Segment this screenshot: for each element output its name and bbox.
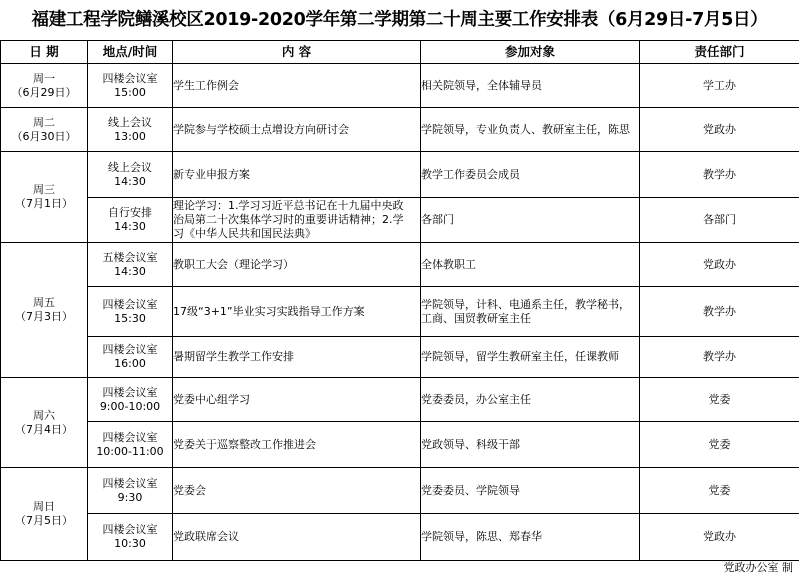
participants-cell xyxy=(421,337,640,378)
day-cell xyxy=(1,243,88,378)
location: 四楼会议室 xyxy=(102,523,158,536)
participants-cell xyxy=(421,422,640,468)
participants-cell xyxy=(421,514,640,561)
time: 14:30 xyxy=(114,174,146,188)
department-cell: 党政办 xyxy=(640,514,799,561)
day-name: 周一 xyxy=(33,71,55,85)
content-cell xyxy=(173,108,421,152)
content-cell xyxy=(173,337,421,378)
content-line: 新专业申报方案 xyxy=(173,167,250,181)
participants-cell xyxy=(421,64,640,108)
table-row xyxy=(1,198,799,243)
table-row xyxy=(1,152,799,198)
day-name: 周二 xyxy=(33,115,55,129)
content-line: 党委中心组学习 xyxy=(173,392,250,406)
department-cell: 各部门 xyxy=(640,198,799,243)
day-date: （7月1日） xyxy=(15,197,73,210)
table-row xyxy=(1,468,799,514)
table-row xyxy=(1,378,799,422)
footer-credit: 党政办公室 制 xyxy=(723,561,793,574)
department-cell: 党政办 xyxy=(640,108,799,152)
location: 四楼会议室 xyxy=(102,343,158,356)
day-date: （6月29日） xyxy=(11,85,77,99)
header-department: 责任部门 xyxy=(640,41,799,64)
participants-line: 各部门 xyxy=(421,213,454,226)
content-line: 习《中华人民共和国民法典》 xyxy=(173,227,316,240)
participants-line: 工商、国贸教研室主任 xyxy=(421,311,531,325)
participants-line: 全体教职工 xyxy=(421,257,476,271)
content-line: 党委关于巡察整改工作推进会 xyxy=(173,437,316,451)
participants-line: 相关院领导，全体辅导员 xyxy=(421,78,542,92)
location-time-cell xyxy=(88,422,173,468)
content-line: 暑期留学生教学工作安排 xyxy=(173,350,294,363)
department-cell: 党委 xyxy=(640,422,799,468)
header-row xyxy=(1,41,799,64)
time: 15:30 xyxy=(114,311,146,325)
content-cell xyxy=(173,287,421,337)
participants-line: 教学工作委员会成员 xyxy=(421,167,520,181)
location: 四楼会议室 xyxy=(102,476,158,490)
participants-cell xyxy=(421,468,640,514)
time: 15:00 xyxy=(114,85,146,99)
location: 线上会议 xyxy=(108,115,152,129)
location-time-cell xyxy=(88,152,173,198)
participants-line: 学院领导，专业负责人、教研室主任，陈思 xyxy=(421,122,630,136)
location: 线上会议 xyxy=(108,160,152,174)
day-name: 周五 xyxy=(33,296,55,309)
participants-cell xyxy=(421,243,640,287)
day-date: （7月5日） xyxy=(15,514,73,527)
time: 13:00 xyxy=(114,129,146,143)
day-name: 周六 xyxy=(33,408,55,422)
participants-cell xyxy=(421,108,640,152)
time: 14:30 xyxy=(114,264,146,278)
participants-line: 学院领导，计科、电通系主任，教学秘书， xyxy=(421,297,630,311)
day-date: （7月3日） xyxy=(15,310,73,323)
content-cell xyxy=(173,378,421,422)
content-line: 党政联席会议 xyxy=(173,530,239,543)
time: 10:00-11:00 xyxy=(96,444,164,458)
table-row xyxy=(1,108,799,152)
location: 四楼会议室 xyxy=(102,430,158,444)
content-line: 教职工大会（理论学习） xyxy=(173,257,294,271)
table-row xyxy=(1,337,799,378)
table-row xyxy=(1,287,799,337)
location: 四楼会议室 xyxy=(102,71,158,85)
content-cell xyxy=(173,152,421,198)
participants-cell xyxy=(421,152,640,198)
location-time-cell xyxy=(88,243,173,287)
participants-cell xyxy=(421,378,640,422)
department-cell: 教学办 xyxy=(640,337,799,378)
participants-cell xyxy=(421,198,640,243)
time: 9:30 xyxy=(117,490,143,504)
header-date: 日 期 xyxy=(1,41,88,64)
participants-cell xyxy=(421,287,640,337)
content-cell xyxy=(173,468,421,514)
content-cell xyxy=(173,422,421,468)
department-cell: 党委 xyxy=(640,378,799,422)
time: 10:30 xyxy=(114,537,146,550)
table-row xyxy=(1,422,799,468)
content-cell xyxy=(173,64,421,108)
page-title: 福建工程学院鳝溪校区2019-2020学年第二学期第二十周主要工作安排表（6月29日-7月5日） xyxy=(31,10,768,30)
location: 四楼会议室 xyxy=(102,385,158,399)
participants-line: 党委委员，办公室主任 xyxy=(421,392,531,406)
location-time-cell xyxy=(88,108,173,152)
content-line: 17级“3+1”毕业实习实践指导工作方案 xyxy=(173,304,365,318)
day-cell xyxy=(1,108,88,152)
location-time-cell xyxy=(88,468,173,514)
location: 五楼会议室 xyxy=(102,250,158,264)
department-cell: 党政办 xyxy=(640,243,799,287)
location-time-cell xyxy=(88,198,173,243)
header-location-time: 地点/时间 xyxy=(88,41,173,64)
location-time-cell xyxy=(88,64,173,108)
content-cell xyxy=(173,514,421,561)
time: 16:00 xyxy=(114,357,146,370)
participants-line: 党政领导、科级干部 xyxy=(421,437,520,451)
content-line: 理论学习：1.学习习近平总书记在十九届中央政 xyxy=(173,199,404,212)
day-cell xyxy=(1,152,88,243)
day-date: （6月30日） xyxy=(11,129,77,143)
table-row xyxy=(1,64,799,108)
location-time-cell xyxy=(88,514,173,561)
schedule-body xyxy=(1,64,799,561)
day-cell xyxy=(1,468,88,561)
content-line: 学院参与学校硕士点增设方向研讨会 xyxy=(173,122,349,136)
content-line: 治局第二十次集体学习时的重要讲话精神；2.学 xyxy=(173,213,404,226)
header-participants: 参加对象 xyxy=(421,41,640,64)
table-row xyxy=(1,514,799,561)
location: 四楼会议室 xyxy=(102,297,158,311)
department-cell: 教学办 xyxy=(640,152,799,198)
content-line: 党委会 xyxy=(173,483,206,497)
table-row xyxy=(1,243,799,287)
content-cell xyxy=(173,198,421,243)
day-name: 周日 xyxy=(33,500,55,513)
day-date: （7月4日） xyxy=(15,422,73,436)
day-name: 周三 xyxy=(33,183,55,196)
location-time-cell xyxy=(88,287,173,337)
schedule-table xyxy=(0,40,799,561)
participants-line: 学院领导，陈思、郑春华 xyxy=(421,530,542,543)
location: 自行安排 xyxy=(108,206,152,219)
location-time-cell xyxy=(88,378,173,422)
location-time-cell xyxy=(88,337,173,378)
department-cell: 学工办 xyxy=(640,64,799,108)
header-content: 内 容 xyxy=(173,41,421,64)
time: 14:30 xyxy=(114,220,146,233)
content-cell xyxy=(173,243,421,287)
participants-line: 学院领导，留学生教研室主任，任课教师 xyxy=(421,350,619,363)
day-cell xyxy=(1,64,88,108)
content-line: 学生工作例会 xyxy=(173,78,239,92)
day-cell xyxy=(1,378,88,468)
department-cell: 教学办 xyxy=(640,287,799,337)
participants-line: 党委委员、学院领导 xyxy=(421,483,520,497)
time: 9:00-10:00 xyxy=(99,399,161,413)
department-cell: 党委 xyxy=(640,468,799,514)
